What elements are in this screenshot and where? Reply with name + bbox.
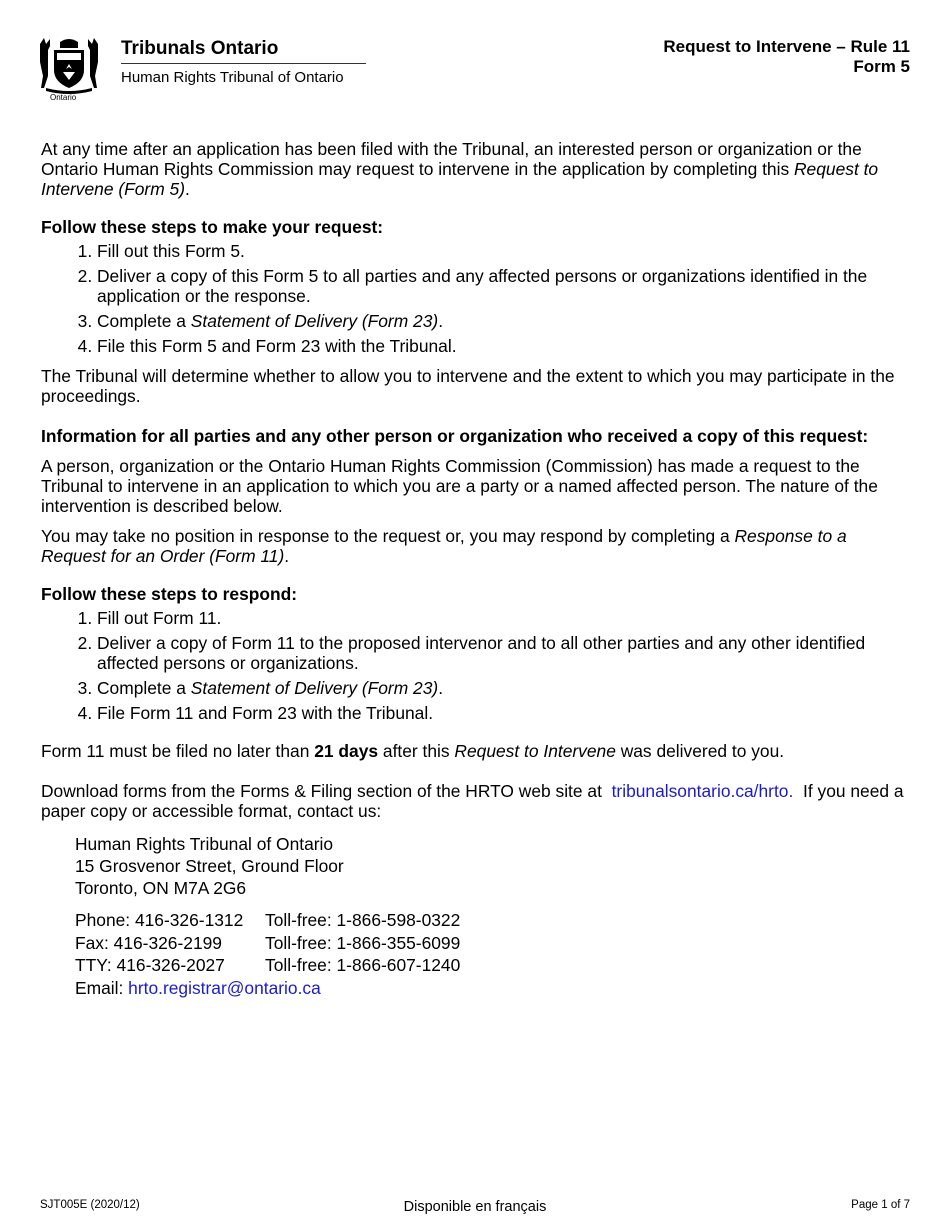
divider bbox=[121, 63, 366, 64]
list-item: 1. Fill out this Form 5. bbox=[97, 241, 911, 261]
address-line: Toronto, ON M7A 2G6 bbox=[75, 878, 247, 898]
address-line: Human Rights Tribunal of Ontario bbox=[75, 834, 334, 854]
org-subtitle: Human Rights Tribunal of Ontario bbox=[121, 69, 344, 86]
address-line: 15 Grosvenor Street, Ground Floor bbox=[75, 856, 344, 876]
form-title: Request to Intervene – Rule 11 bbox=[663, 37, 910, 56]
hrto-website-link[interactable]: tribunalsontario.ca/hrto. bbox=[611, 781, 794, 801]
mailing-address bbox=[75, 833, 911, 899]
form-code: SJT005E (2020/12) bbox=[40, 1199, 140, 1211]
contact-row-fax: Fax: 416-326-2199 Toll-free: 1-866-355-6099 bbox=[75, 932, 461, 953]
contact-row-tty: TTY: 416-326-2027 Toll-free: 1-866-607-1240 bbox=[75, 955, 461, 975]
list-item: 2. Deliver a copy of Form 11 to the proposed intervenor and to all other parties and any other identified affected persons or organizations. bbox=[97, 633, 911, 673]
org-block bbox=[121, 37, 366, 89]
list-item: 2. Deliver a copy of this Form 5 to all parties and any affected persons or organizations identified in the application or the response. bbox=[97, 266, 911, 306]
response-paragraph: You may take no position in response to the request or, you may respond by completing a Response to a Request for an Order (Form 11). bbox=[41, 526, 847, 566]
page-number: Page 1 of 7 bbox=[851, 1199, 910, 1211]
deadline-paragraph: Form 11 must be filed no later than 21 days after this Request to Intervene was delivered to you. bbox=[41, 741, 785, 761]
french-availability: Disponible en français bbox=[403, 1199, 547, 1215]
contact-row-email: Email: hrto.registrar@ontario.ca bbox=[75, 977, 321, 998]
request-steps-list bbox=[41, 241, 911, 356]
form-heading bbox=[663, 37, 910, 77]
info-paragraph: A person, organization or the Ontario Human Rights Commission (Commission) has made a request to the Tribunal to intervene in an application to which you are a party or a named affected person. The nature of the intervention is described below. bbox=[41, 456, 878, 516]
logo-caption: Ontario bbox=[50, 93, 77, 102]
list-item: 4. File Form 11 and Form 23 with the Tribunal. bbox=[97, 703, 911, 723]
list-item: 3. Complete a Statement of Delivery (Form 23). bbox=[97, 678, 911, 698]
intro-paragraph: At any time after an application has been filed with the Tribunal, an interested person or organization or the Ontario Human Rights Commission may request to intervene in the application by completing this Request to Intervene (Form 5). bbox=[41, 139, 879, 199]
page-footer bbox=[40, 1199, 910, 1217]
document-body bbox=[41, 139, 911, 999]
respond-steps-heading: Follow these steps to respond: bbox=[41, 584, 298, 604]
info-heading: Information for all parties and any other person or organization who received a copy of this request: bbox=[41, 426, 869, 446]
request-steps-heading: Follow these steps to make your request: bbox=[41, 217, 384, 237]
list-item: 1. Fill out Form 11. bbox=[97, 608, 911, 628]
contact-row-phone: Phone: 416-326-1312 Toll-free: 1-866-598-0322 bbox=[75, 910, 461, 930]
contact-info bbox=[75, 909, 911, 999]
org-name: Tribunals Ontario bbox=[121, 38, 279, 59]
respond-steps-list bbox=[41, 608, 911, 723]
list-item: 3. Complete a Statement of Delivery (Form 23). bbox=[97, 311, 911, 331]
email-link[interactable]: hrto.registrar@ontario.ca bbox=[128, 977, 321, 998]
determine-paragraph: The Tribunal will determine whether to allow you to intervene and the extent to which you may participate in the proceedings. bbox=[41, 366, 895, 406]
download-paragraph: Download forms from the Forms & Filing section of the HRTO web site at tribunalsontario.ca/hrto. If you need a paper copy or accessible format, contact us: bbox=[41, 781, 904, 821]
form-number: Form 5 bbox=[853, 57, 910, 76]
list-item: 4. File this Form 5 and Form 23 with the Tribunal. bbox=[97, 336, 911, 356]
